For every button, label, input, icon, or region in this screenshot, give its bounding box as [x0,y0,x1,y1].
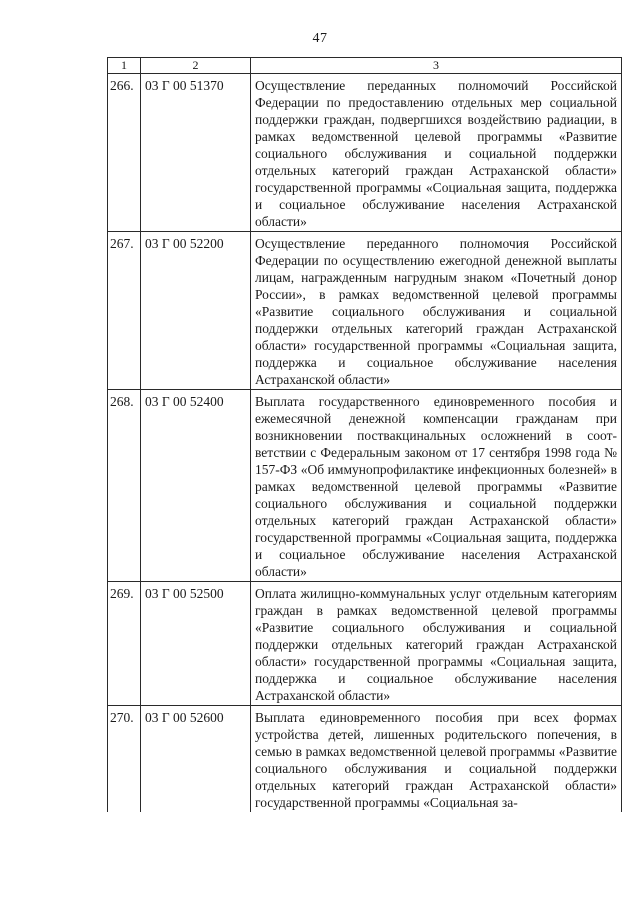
column-header-number: 1 [108,58,141,74]
row-description: Осуществление переданного полномочия Российской Федерации по осуществлению ежегодной денежной выплаты лицам, награжденным нагрудным знаком «Почетный донор России», в рамках ведомственной целевой программы «Развитие социального обслуживания и социальной поддержки отдельных категорий граждан Астраханской области» государственной программы «Социальная защита, поддержка и социальное обслуживание населения Астраханской области» [251,232,622,390]
row-number: 267. [108,232,141,390]
table-row [108,232,622,390]
table-row [108,706,622,813]
row-description: Осуществление переданных полномочий Российской Федерации по предоставлению отдельных мер социальной поддержки граждан, подвергшихся воздействию радиации, в рамках ведомственной целевой программы «Развитие социального обслуживания и социальной поддержки отдельных категорий граждан Астраханской области» государственной программы «Социальная защита, поддержка и социальное обслуживание населения Астраханской области» [251,74,622,232]
table-row [108,582,622,706]
budget-code: 03 Г 00 52400 [141,390,251,582]
table-row [108,74,622,232]
row-number: 268. [108,390,141,582]
row-number: 270. [108,706,141,813]
column-header-description: 3 [251,58,622,74]
table-header-row [108,58,622,74]
page-number: 47 [312,31,328,46]
row-description: Выплата государственного единовременного пособия и ежемесячной денежной компенсации гражданам при возникновении поствакцинальных осложнений в соответствии с Федеральным законом от 17 сентября 1998 года № 157-ФЗ «Об иммунопрофилактике инфекционных болезней» в рамках ведомственной целевой программы «Развитие социального обслуживания и социальной поддержки отдельных категорий граждан Астраханской области» государственной программы «Социальная защита, поддержка и социальное обслуживание населения Астраханской области» [251,390,622,582]
column-header-code: 2 [141,58,251,74]
budget-code: 03 Г 00 52200 [141,232,251,390]
table-row [108,390,622,582]
row-description: Оплата жилищно-коммунальных услуг отдельным категориям граждан в рамках ведомственной целевой программы «Развитие социального обслуживания и социальной поддержки отдельных категорий граждан Астраханской области» государственной программы «Социальная защита, поддержка и социальное обслуживание населения Астраханской области» [251,582,622,706]
row-number: 266. [108,74,141,232]
classification-table [107,57,622,812]
budget-code: 03 Г 00 51370 [141,74,251,232]
budget-code: 03 Г 00 52600 [141,706,251,813]
row-number: 269. [108,582,141,706]
row-description: Выплата единовременного пособия при всех формах устройства детей, лишенных родительского попечения, в семью в рамках ведомственной целевой программы «Развитие социального обслуживания и социальной поддержки отдельных категорий граждан Астраханской области» государственной программы «Социальная за- [251,706,622,813]
budget-code: 03 Г 00 52500 [141,582,251,706]
